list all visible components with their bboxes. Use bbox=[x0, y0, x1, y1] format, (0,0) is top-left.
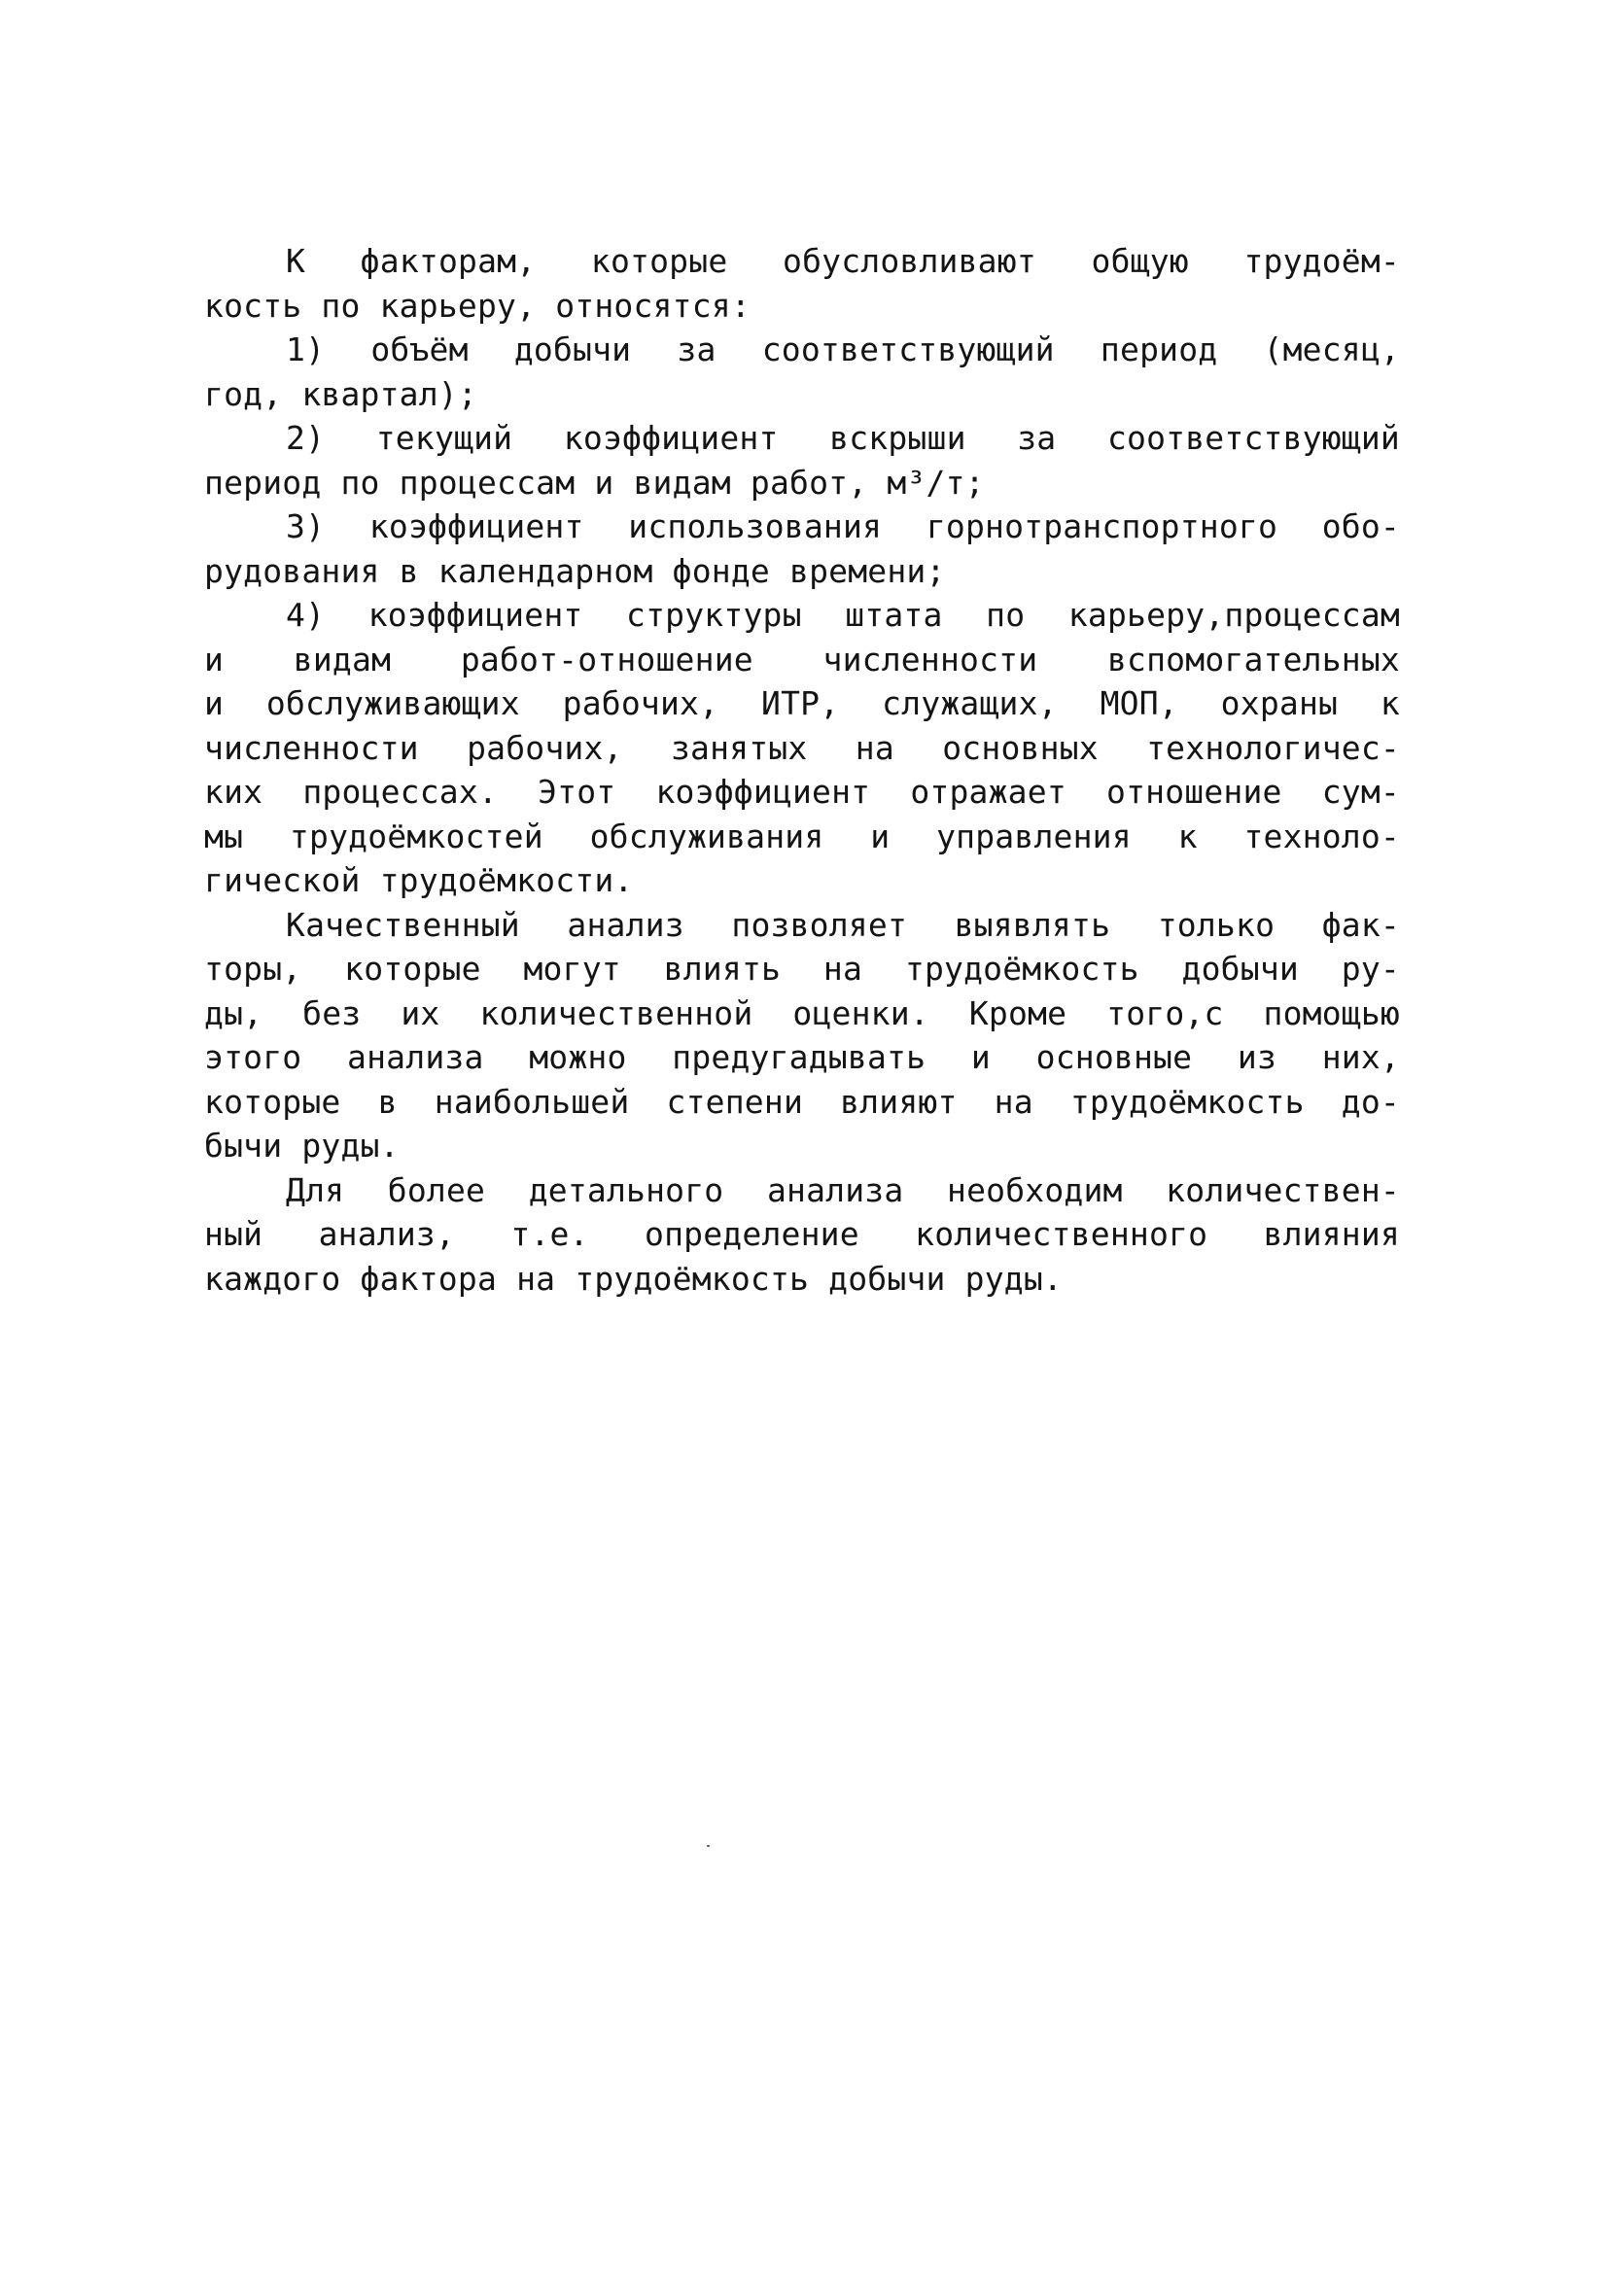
text-line: гической трудоёмкости. bbox=[204, 861, 634, 899]
text-line: численности рабочих, занятых на основных технологичес- bbox=[204, 728, 1400, 767]
text-line: бычи руды. bbox=[204, 1127, 400, 1165]
text-line: Для более детального анализа необходим количествен- bbox=[286, 1170, 1400, 1209]
text-line: и обслуживающих рабочих, ИТР, служащих, МОП, охраны к bbox=[204, 684, 1400, 722]
text-line: каждого фактора на трудоёмкость добычи руды. bbox=[204, 1259, 1063, 1298]
text-line: ких процессах. Этот коэффициент отражает отношение сум- bbox=[204, 773, 1400, 811]
text-line: Качественный анализ позволяет выявлять только фак- bbox=[286, 905, 1400, 944]
text-line: 3) коэффициент использования горнотранспортного обо- bbox=[286, 507, 1400, 545]
text-line: и видам работ-отношение численности вспомогательных bbox=[204, 640, 1400, 678]
text-line: ды, без их количественной оценки. Кроме того,с помощью bbox=[204, 993, 1400, 1032]
body-text bbox=[204, 239, 1400, 1301]
text-line: К факторам, которые обусловливают общую трудоём- bbox=[286, 242, 1400, 280]
text-line: торы, которые могут влиять на трудоёмкость добычи ру- bbox=[204, 950, 1400, 988]
scan-speck bbox=[707, 1845, 710, 1847]
text-line: ный анализ, т.е. определение количественного влияния bbox=[204, 1215, 1400, 1253]
text-line: период по процессам и видам работ, м³/т; bbox=[204, 463, 985, 502]
text-line: 4) коэффициент структуры штата по карьеру,процессам bbox=[286, 596, 1400, 634]
text-line: год, квартал); bbox=[204, 374, 477, 413]
text-line: этого анализа можно предугадывать и основные из них, bbox=[204, 1038, 1400, 1076]
text-line: кость по карьеру, относятся: bbox=[204, 286, 751, 325]
text-line: рудования в календарном фонде времени; bbox=[204, 551, 946, 590]
text-line: 2) текущий коэффициент вскрыши за соответствующий bbox=[286, 419, 1400, 457]
text-line: 1) объём добычи за соответствующий период (месяц, bbox=[286, 330, 1400, 368]
text-line: мы трудоёмкостей обслуживания и управления к техноло- bbox=[204, 817, 1400, 855]
text-line: которые в наибольшей степени влияют на трудоёмкость до- bbox=[204, 1082, 1400, 1121]
